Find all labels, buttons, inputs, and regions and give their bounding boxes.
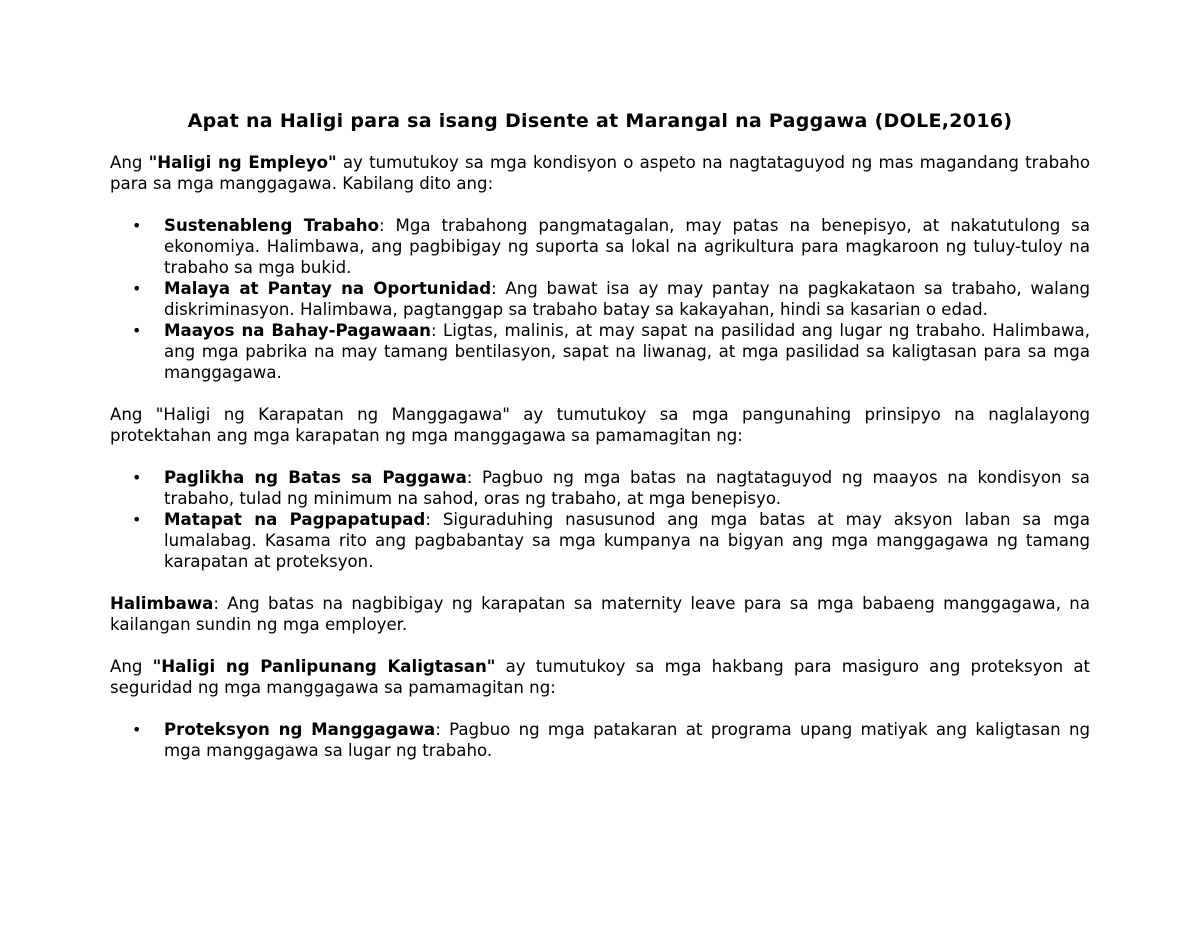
bullet-icon: •	[132, 321, 142, 340]
list-item	[110, 215, 1090, 278]
social-intro	[110, 656, 1090, 698]
employment-intro-pre: Ang	[110, 153, 149, 172]
list-item-text: : Pagbuo ng mga batas na nagtataguyod ng maayos na kondisyon sa trabaho, tulad ng minimum na sahod, oras ng trabaho, at mga benepisyo.	[164, 468, 1090, 508]
spacer	[110, 383, 1090, 404]
employment-list	[110, 215, 1090, 383]
document-page	[110, 109, 1090, 761]
list-item-term: Sustenableng Trabaho	[164, 216, 379, 235]
spacer	[110, 698, 1090, 719]
list-item	[110, 509, 1090, 572]
spacer	[110, 194, 1090, 215]
list-item-term: Maayos na Bahay-Pagawaan	[164, 321, 431, 340]
employment-intro-bold: "Haligi ng Empleyo"	[148, 153, 337, 172]
list-item-term: Malaya at Pantay na Oportunidad	[164, 279, 492, 298]
list-item-term: Paglikha ng Batas sa Paggawa	[164, 468, 467, 487]
bullet-icon: •	[132, 510, 142, 529]
spacer	[110, 446, 1090, 467]
rights-example	[110, 593, 1090, 635]
list-item	[110, 320, 1090, 383]
list-item-text: : Ligtas, malinis, at may sapat na pasilidad ang lugar ng trabaho. Halimbawa, ang mga pabrika na may tamang bentilasyon, sapat na liwanag, at mga pasilidad sa kaligtasan para sa mga manggagawa.	[164, 321, 1090, 382]
rights-intro: Ang "Haligi ng Karapatan ng Manggagawa" ay tumutukoy sa mga pangunahing prinsipyo na naglalayong protektahan ang mga karapatan ng mga manggagawa sa pamamagitan ng:	[110, 405, 1090, 445]
example-term: Halimbawa	[110, 594, 214, 613]
employment-intro-post: ay tumutukoy sa mga kondisyon o aspeto na nagtataguyod ng mas magandang trabaho para sa mga manggagawa. Kabilang dito ang:	[110, 153, 1090, 193]
page-title: Apat na Haligi para sa isang Disente at Marangal na Paggawa (DOLE,2016)	[187, 110, 1013, 132]
bullet-icon: •	[132, 468, 142, 487]
bullet-icon: •	[132, 720, 142, 739]
spacer	[110, 635, 1090, 656]
list-item-text: : Pagbuo ng mga patakaran at programa upang matiyak ang kaligtasan ng mga manggagawa sa lugar ng trabaho.	[164, 720, 1090, 760]
social-intro-bold: "Haligi ng Panlipunang Kaligtasan"	[152, 657, 496, 676]
bullet-icon: •	[132, 216, 142, 235]
spacer	[110, 572, 1090, 593]
list-item-term: Proteksyon ng Manggagawa	[164, 720, 436, 739]
bullet-icon: •	[132, 279, 142, 298]
list-item-text: : Ang bawat isa ay may pantay na pagkakataon sa trabaho, walang diskriminasyon. Halimbawa, pagtanggap sa trabaho batay sa kakayahan, hindi sa kasarian o edad.	[164, 279, 1090, 319]
list-item	[110, 719, 1090, 761]
example-text: : Ang batas na nagbibigay ng karapatan sa maternity leave para sa mga babaeng manggagawa, na kailangan sundin ng mga employer.	[110, 594, 1090, 634]
list-item	[110, 467, 1090, 509]
list-item-text: : Mga trabahong pangmatagalan, may patas na benepisyo, at nakatutulong sa ekonomiya. Halimbawa, ang pagbibigay ng suporta sa lokal na agrikultura para magkaroon ng tuluy-tuloy na trabaho sa mga bukid.	[164, 216, 1090, 277]
employment-intro	[110, 152, 1090, 194]
list-item-text: : Siguraduhing nasusunod ang mga batas at may aksyon laban sa mga lumalabag. Kasama rito ang pagbabantay sa mga kumpanya na bigyan ang mga manggagawa ng tamang karapatan at proteksyon.	[164, 510, 1091, 571]
list-item	[110, 278, 1090, 320]
social-list	[110, 719, 1090, 761]
social-intro-post: ay tumutukoy sa mga hakbang para masiguro ang proteksyon at seguridad ng mga manggagawa sa pamamagitan ng:	[110, 657, 1090, 697]
rights-list	[110, 467, 1090, 572]
list-item-term: Matapat na Pagpapatupad	[164, 510, 426, 529]
social-intro-pre: Ang	[110, 657, 153, 676]
